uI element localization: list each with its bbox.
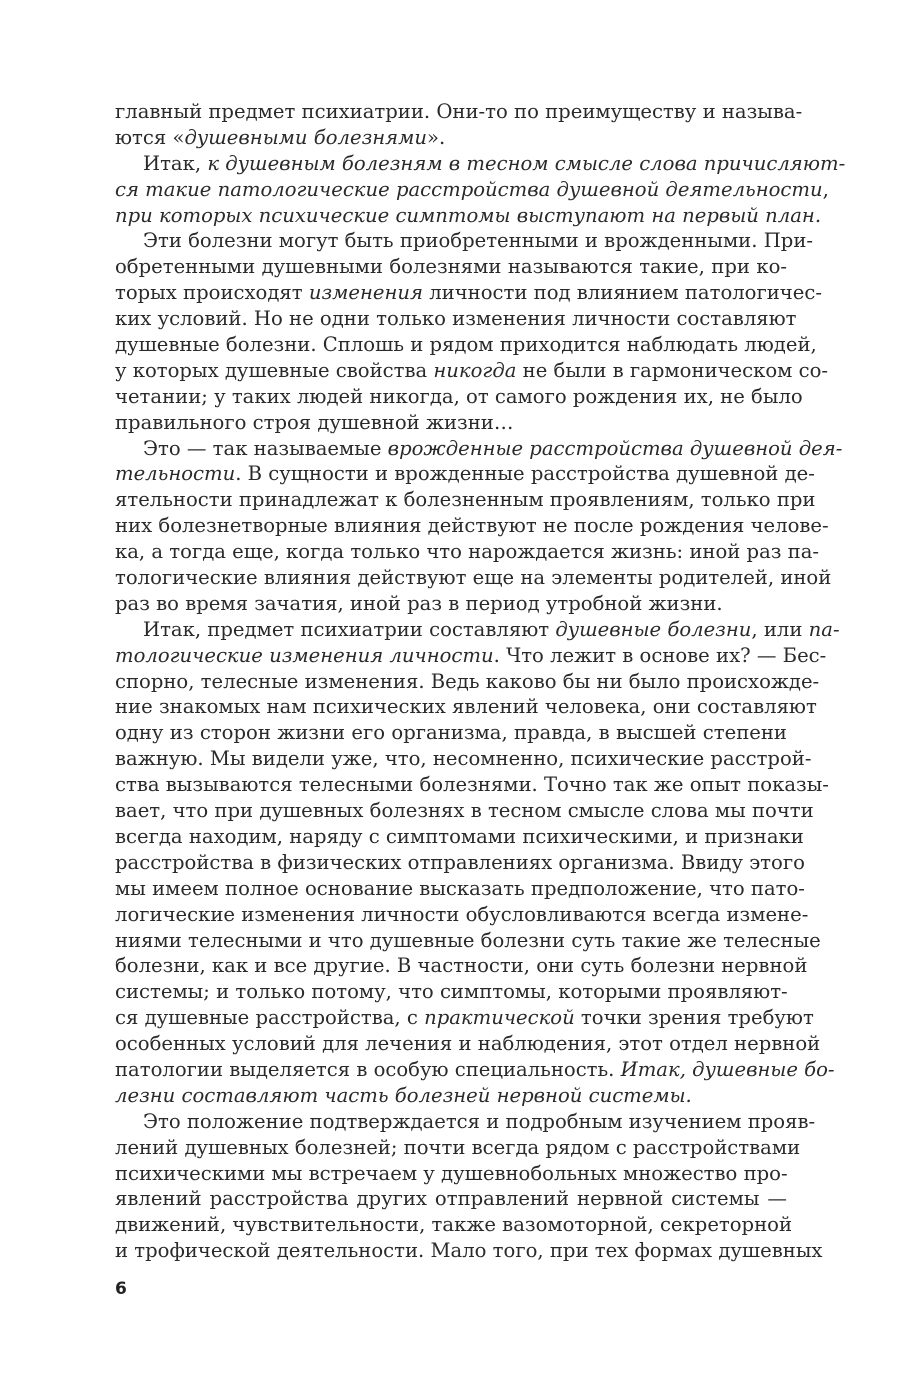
text-run: ятельности принадлежат к болезненным проявлениям, только при [115, 488, 816, 512]
emphasis-run: к душевным болезням в тесном смысле слова причисляют- [207, 151, 846, 175]
text-line [115, 565, 832, 591]
text-line [115, 306, 797, 332]
text-line [115, 384, 803, 410]
text-run: ства вызываются телесными болезнями. Точно так же опыт показы- [115, 773, 829, 797]
text-run: важную. Мы видели уже, что, несомненно, психические расстрой- [115, 747, 812, 771]
text-run: системы; и только потому, что симптомы, которыми проявляют- [115, 980, 788, 1004]
text-line [115, 151, 846, 177]
text-line [115, 902, 809, 928]
emphasis-run: душевные болезни [555, 617, 752, 641]
text-run: раз во время зачатия, иной раз в период утробной жизни. [115, 591, 723, 615]
text-run: обретенными душевными болезнями называются такие, при ко- [115, 255, 787, 279]
text-run: душевные болезни. Сплошь и рядом приходится наблюдать людей, [115, 333, 817, 357]
text-run: патологии выделяется в особую специальность. [115, 1057, 621, 1081]
text-run: явлений расстройства других отправлений нервной системы — [115, 1187, 787, 1211]
text-line [115, 772, 829, 798]
text-line [115, 1083, 787, 1109]
text-line [115, 461, 815, 487]
text-run: ». [427, 125, 446, 149]
text-line [115, 591, 787, 617]
text-line [115, 720, 787, 746]
text-line [115, 332, 817, 358]
emphasis-run: ся такие патологические расстройства душевной деятельности [115, 177, 823, 201]
text-line [115, 1005, 814, 1031]
text-run: особенных условий для лечения и наблюдения, этот отдел нервной [115, 1032, 821, 1056]
text-run: и трофической деятельности. Мало того, при тех формах душевных [115, 1239, 823, 1263]
emphasis-run: тологические изменения личности [115, 643, 494, 667]
text-run: расстройства в физических отправлениях организма. Ввиду этого [115, 850, 805, 874]
text-line [115, 1109, 816, 1135]
text-line [115, 1057, 835, 1083]
text-line [115, 876, 805, 902]
emphasis-run: тельности [115, 462, 236, 486]
text-line [115, 1135, 801, 1161]
text-line [115, 487, 816, 513]
text-run: мы имеем полное основание высказать предположение, что пато- [115, 876, 805, 900]
text-line [115, 410, 787, 436]
text-run: главный предмет психиатрии. Они-то по преимуществу и называ- [115, 100, 803, 123]
body-text [115, 99, 846, 1264]
text-run: движений, чувствительности, также вазомоторной, секреторной [115, 1213, 793, 1237]
text-run: тологические влияния действуют еще на элементы родителей, иной [115, 566, 832, 590]
emphasis-run: никогда [433, 358, 517, 382]
text-line [115, 746, 812, 772]
text-run: торых происходят [115, 281, 309, 305]
text-run: логические изменения личности обусловливаются всегда измене- [115, 902, 809, 926]
text-run: одну из сторон жизни его организма, правда, в высшей степени [115, 721, 787, 745]
emphasis-run: па- [808, 617, 840, 641]
text-run: Итак, [143, 151, 208, 175]
text-run: Эти болезни могут быть приобретенными и врожденными. При- [143, 229, 814, 253]
text-run: не были в гармоническом со- [516, 358, 828, 382]
text-line [115, 979, 787, 1005]
text-run: всегда находим, наряду с симптомами психическими, и признаки [115, 824, 804, 848]
text-run: . Что лежит в основе их? — Бес- [493, 643, 827, 667]
text-run: ка, а тогда еще, когда только что нарождается жизнь: иной раз па- [115, 540, 820, 564]
text-line [115, 436, 843, 462]
emphasis-run: Итак, душевные бо- [620, 1057, 835, 1081]
page-number: 6 [115, 1279, 127, 1299]
text-run: . В сущности и врожденные расстройства душевной де- [235, 462, 815, 486]
text-run: Итак, предмет психиатрии составляют [143, 617, 556, 641]
text-run: Это положение подтверждается и подробным изучением прояв- [143, 1109, 816, 1133]
text-line [115, 1186, 787, 1212]
emphasis-run: врожденные расстройства душевной дея- [387, 436, 843, 460]
text-line [115, 1238, 823, 1264]
text-run: ких условий. Но не одни только изменения личности составляют [115, 307, 797, 331]
text-run: Это — так называемые [143, 436, 388, 460]
emphasis-run: лезни составляют часть болезней нервной системы. [115, 1083, 692, 1107]
text-line [115, 358, 828, 384]
text-run: ся душевные расстройства, с [115, 1006, 425, 1030]
text-line [115, 953, 808, 979]
text-line [115, 694, 817, 720]
text-run: них болезнетворные влияния действуют не после рождения челове- [115, 514, 829, 538]
text-line [115, 513, 829, 539]
text-run: личности под влиянием патологичес- [422, 281, 822, 305]
text-line [115, 1212, 793, 1238]
text-run: ние знакомых нам психических явлений человека, они составляют [115, 695, 817, 719]
text-run: ниями телесными и что душевные болезни суть такие же телесные [115, 928, 821, 952]
text-line [115, 125, 787, 151]
text-run: спорно, телесные изменения. Ведь каково бы ни было происхожде- [115, 669, 820, 693]
text-line [115, 539, 820, 565]
text-run: у которых душевные свойства [115, 358, 434, 382]
text-run: лений душевных болезней; почти всегда рядом с расстройствами [115, 1135, 801, 1159]
emphasis-run: душевными болезнями [184, 125, 428, 149]
emphasis-run: при которых психические симптомы выступают на первый план. [115, 203, 822, 227]
text-run: , или [751, 617, 809, 641]
text-line [115, 850, 805, 876]
text-run: четании; у таких людей никогда, от самого рождения их, не было [115, 384, 803, 408]
text-line [115, 254, 787, 280]
text-run: психическими мы встречаем у душевнобольных множество про- [115, 1161, 788, 1185]
text-line [115, 203, 822, 229]
text-line [115, 177, 829, 203]
text-line [115, 99, 803, 125]
text-line [115, 1161, 787, 1187]
text-line [115, 798, 814, 824]
text-line [115, 643, 827, 669]
text-line [115, 280, 822, 306]
text-line [115, 669, 820, 695]
emphasis-run: изменения [308, 281, 423, 305]
text-run: вает, что при душевных болезнях в тесном смысле слова мы почти [115, 799, 814, 823]
text-line [115, 228, 814, 254]
text-line [115, 1031, 821, 1057]
text-line [115, 824, 804, 850]
text-run: болезни, как и все другие. В частности, они суть болезни нервной [115, 954, 808, 978]
text-run: правильного строя душевной жизни… [115, 410, 514, 434]
text-run: ются « [115, 125, 185, 149]
text-run: точки зрения требуют [574, 1006, 814, 1030]
text-run: , [822, 177, 829, 201]
text-line [115, 617, 840, 643]
text-line [115, 928, 821, 954]
emphasis-run: практической [424, 1006, 575, 1030]
